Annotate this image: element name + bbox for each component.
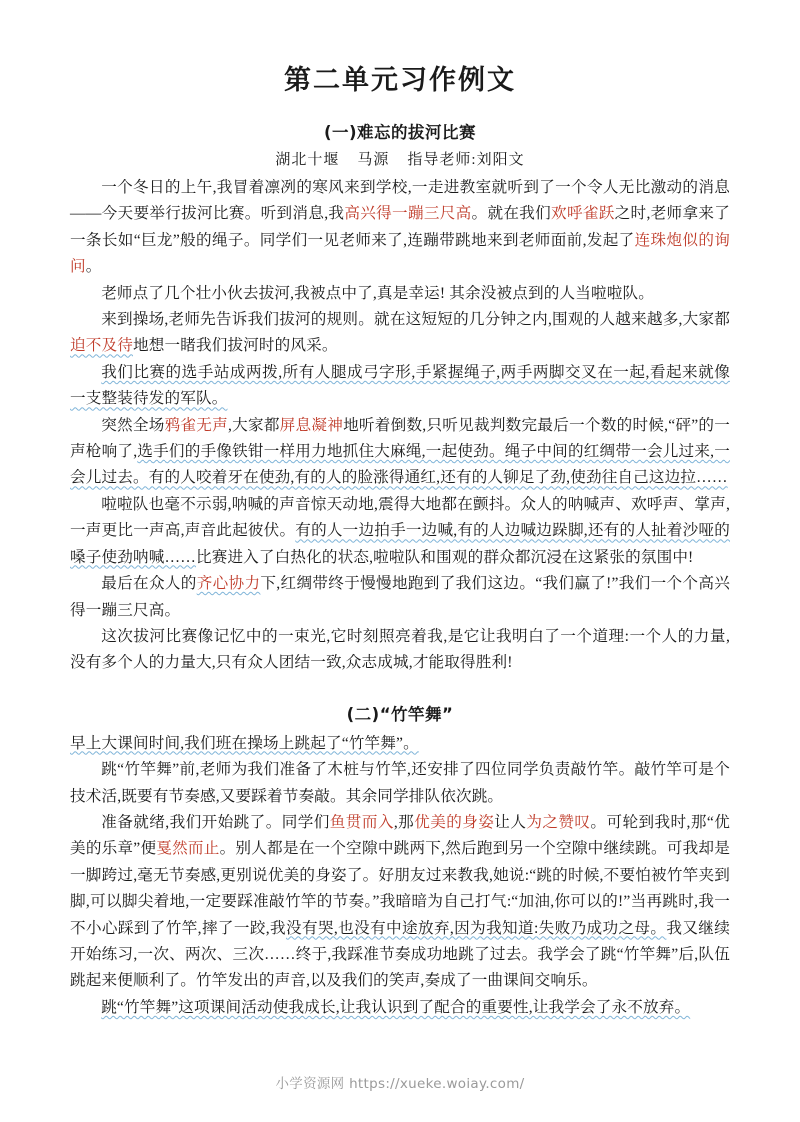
wavy-underline-run: 我们比赛的选手站成两拨,所有人腿成弓字形,手紧握绳子,两手两脚交叉在一起,看起来就像一支整装待发的军队。	[70, 363, 730, 408]
essay-two-heading: (二)“竹竿舞”	[346, 704, 454, 724]
text-run: 。就在我们	[471, 205, 552, 223]
emphasis-red: 连珠炮似的询问	[70, 231, 731, 276]
wavy-underline-run: 选手们的手像铁钳一样用力地抓住大麻绳,一起使劲。绳子中间的红绸带一会儿过来,一会儿过去。有的人咬着牙在使劲,有的人的脸涨得通红,还有的人铆足了劲,使劲往自己这边拉……	[70, 443, 730, 487]
wavy-underline-run: 有的人一边拍手一边喊,有的人边喊边跺脚,还有的人扯着沙哑的嗓子使劲呐喊……	[70, 522, 730, 566]
essay-one-paragraph-1	[70, 175, 730, 281]
emphasis-red: 戛然而止	[156, 840, 220, 858]
essay-two-paragraph-4	[70, 995, 730, 1021]
essay-two-paragraph-2	[70, 757, 730, 810]
text-run: 比赛进入了白热化的状态,啦啦队和围观的群众都沉浸在这紧张的氛围中!	[195, 548, 694, 566]
wavy-underline-run: 跳“竹竿舞”这项课间活动使我成长,让我认识到了配合的重要性,让我学会了永不放弃。	[101, 998, 691, 1016]
text-run: 。别人都是在一个空隙中跳两下,然后跑到另一个空隙中继续跳。可我却是一脚跨过,毫无节奏感,更别说优美的身姿了。好朋友过来教我,她说:“跳的时候,不要怕被竹竿夹到脚,可以脚尖着地,一定要踩准敲竹竿的节奏。”我暗暗为自己打气:“加油,你可以的!”当再跳时,我一不小心踩到了竹竿,摔了一跤,我	[70, 840, 730, 937]
text-run: 老师点了几个壮小伙去拔河,我被点中了,真是幸运! 其余没被点到的人当啦啦队。	[101, 284, 654, 302]
byline-place: 湖北十堰	[275, 152, 340, 168]
text-run: 跳“竹竿舞”前,老师为我们准备了木桩与竹竿,还安排了四位同学负责敲竹竿。敲竹竿可是个技术活,既要有节奏感,又要踩着节奏敲。其余同学排队依次跳。	[70, 761, 730, 805]
emphasis-red: 鱼贯而入	[329, 813, 394, 831]
byline-author: 马源	[357, 152, 390, 168]
emphasis-red: 屏息凝神	[279, 416, 344, 434]
text-run: 。可轮到我时,那“优美的乐章”便	[70, 813, 730, 858]
emphasis-red-wavy: 齐心协力	[196, 575, 261, 593]
essay-one-paragraph-2	[70, 281, 730, 307]
site-watermark: 小学资源网 https://xueke.woiay.com/	[275, 1076, 525, 1092]
page-title: 第二单元习作例文	[284, 65, 516, 96]
text-run: 我又继续开始练习,一次、两次、三次……终于,我踩准节奏成功地跳了过去。我学会了跳“竹竿舞”后,队伍跳起来便顺利了。竹竿发出的声音,以及我们的笑声,奏成了一曲课间交响乐。	[70, 919, 730, 990]
byline-teacher: 指导老师:刘阳文	[407, 152, 525, 168]
text-run: 让人	[494, 813, 527, 831]
emphasis-red: 鸦雀无声	[164, 416, 228, 434]
wavy-underline-run: 早上大课间时间,我们班在操场上跳起了“竹竿舞”。	[70, 734, 419, 752]
essay-one-paragraph-8	[70, 624, 730, 677]
text-run: 一个冬日的上午,我冒着凛冽的寒风来到学校,一走进教室就听到了一个令人无比激动的消息——今天要举行拔河比赛。听到消息,我	[70, 179, 730, 223]
text-run: 来到操场,老师先告诉我们拔河的规则。就在这短短的几分钟之内,围观的人越来越多,大家都	[101, 311, 730, 329]
text-run: 啦啦队也毫不示弱,呐喊的声音惊天动地,震得大地都在颤抖。众人的呐喊声、欢呼声、掌声,一声更比一声高,声音此起彼伏。	[70, 495, 730, 540]
text-run: 突然全场	[101, 416, 165, 434]
emphasis-red: 优美的身姿	[414, 813, 495, 831]
essay-one-paragraph-5	[70, 413, 730, 492]
essay-two-paragraph-1	[70, 731, 730, 757]
text-run: 这次拔河比赛像记忆中的一束光,它时刻照亮着我,是它让我明白了一个道理:一个人的力量,没有多个人的力量大,只有众人团结一致,众志成城,才能取得胜利!	[70, 627, 730, 672]
text-run: 地想一睹我们拔河时的风采。	[132, 337, 338, 355]
essay-one-heading: (一)难忘的拔河比赛	[323, 123, 477, 142]
text-run: 地听着倒数,只听见裁判数完最后一个数的时候,“砰”的一声枪响了,	[70, 416, 730, 461]
emphasis-red: 高兴得一蹦三尺高	[344, 205, 472, 223]
text-run: ,那	[393, 813, 415, 831]
essay-one-paragraph-6	[70, 492, 730, 571]
essay-one-paragraph-7	[70, 571, 730, 624]
text-run: 准备就绪,我们开始跳了。同学们	[101, 813, 330, 831]
essay-one-paragraph-4	[70, 360, 730, 413]
essay-one-byline	[70, 148, 730, 169]
text-run: 最后在众人的	[101, 575, 197, 593]
text-run: 之时,老师拿来了一条长如“巨龙”般的绳子。同学们一见老师来了,连蹦带跳地来到老师面前,发起了	[70, 205, 730, 249]
text-run: 下,红绸带终于慢慢地跑到了我们这边。“我们赢了!”我们一个个高兴得一蹦三尺高。	[70, 575, 730, 619]
wavy-underline-run: 没有哭,也没有中途放弃,因为我知道:失败乃成功之母。	[286, 919, 667, 937]
essay-one-paragraph-3	[70, 307, 730, 360]
text-run: 。	[85, 258, 102, 276]
emphasis-red-wavy: 迫不及待	[70, 337, 133, 355]
emphasis-red: 为之赞叹	[526, 813, 591, 831]
essay-two-paragraph-3	[70, 810, 730, 995]
emphasis-red: 欢呼雀跃	[551, 205, 615, 223]
text-run: ,大家都	[227, 416, 280, 434]
